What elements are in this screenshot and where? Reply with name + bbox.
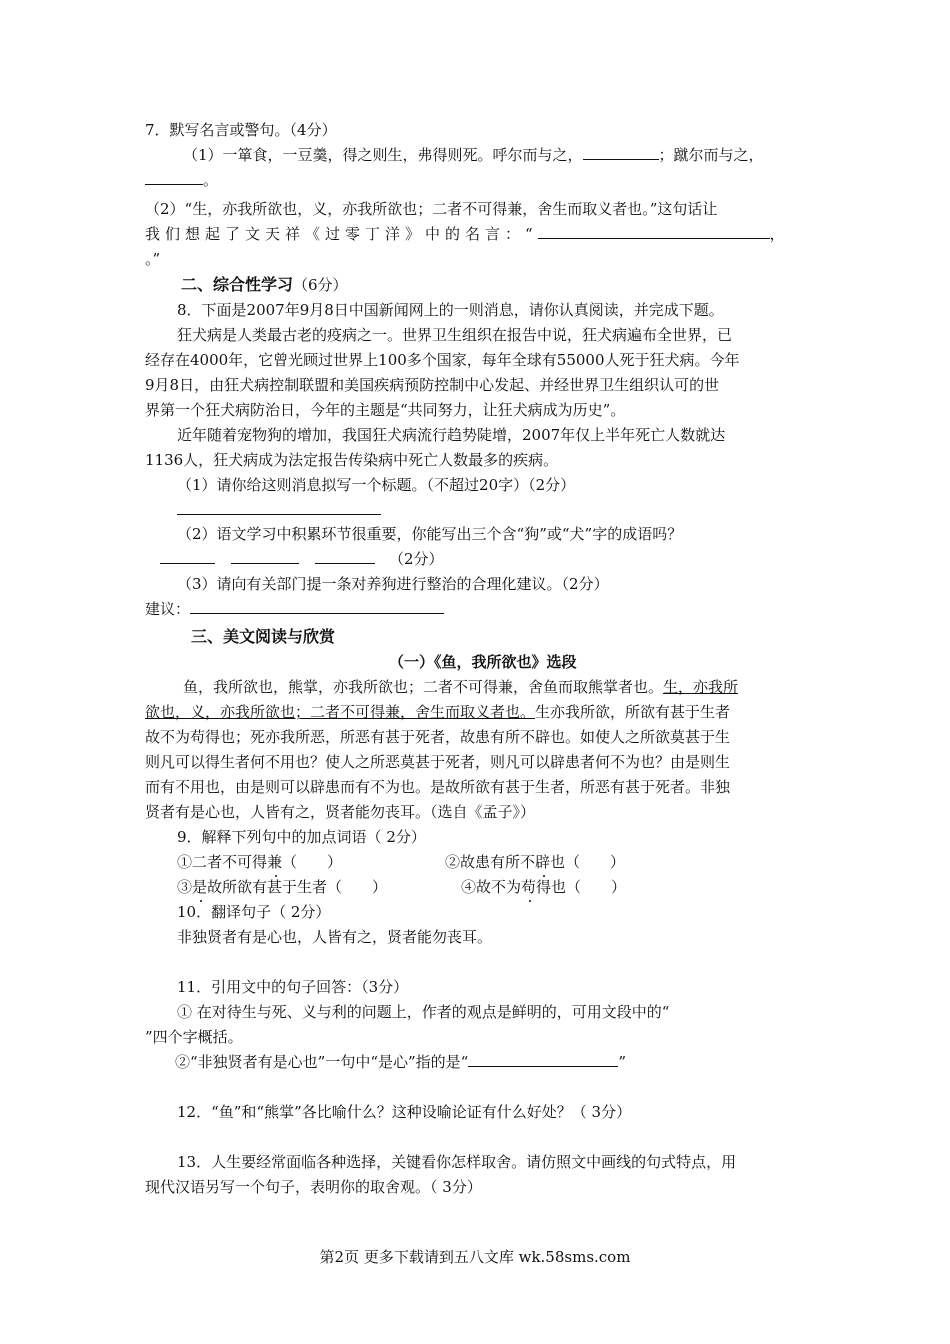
q7-title: 7．默写名言或警句。（4分） xyxy=(145,121,337,139)
q7-line4: 我们想起了文天祥《过零丁洋》中的名言：“ ， xyxy=(145,225,785,243)
news-line: 近年随着宠物狗的增加，我国狂犬病流行趋势陡增，2007年仅上半年死亡人数就达 xyxy=(177,426,726,444)
news-line: 1136人，狂犬病成为法定报告传染病中死亡人数最多的疾病。 xyxy=(145,451,559,469)
q10-prompt: 10．翻译句子（ 2分） xyxy=(177,903,331,921)
q11-a: ① 在对待生与死、义与利的问题上，作者的观点是鲜明的，可用文段中的“ xyxy=(177,1003,670,1021)
q11-prompt: 11．引用文中的句子回答：（3分） xyxy=(177,978,409,996)
news-line: 界第一个狂犬病防治日，今年的主题是“共同努力，让狂犬病成为历史”。 xyxy=(145,401,626,419)
q9-prompt: 9．解释下列句中的加点词语（ 2分） xyxy=(177,828,426,846)
answer-blank[interactable] xyxy=(145,169,203,185)
answer-blank[interactable] xyxy=(468,1051,618,1067)
q8-sub3-answer: 建议： xyxy=(145,597,815,622)
passage-line: 故不为苟得也；死亦我所恶，所恶有甚于死者，故患有所不辟也。如使人之所欲莫甚于生 xyxy=(145,728,731,746)
q13-prompt: 13．人生要经常面临各种选择，关键看你怎样取舍。请仿照文中画线的句式特点，用 xyxy=(177,1153,737,1171)
passage-line: 贤者有是心也，人皆有之，贤者能勿丧耳。（选自《孟子》） xyxy=(145,803,536,821)
q8-sub2-answers: （2分） xyxy=(145,547,815,572)
section3-heading: 三、美文阅读与欣赏 xyxy=(191,627,336,646)
passage-title: （一）《鱼，我所欲也》选段 xyxy=(389,653,577,671)
q13-prompt-cont: 现代汉语另写一个句子，表明你的取舍观。（ 3分） xyxy=(145,1178,482,1196)
q11-a-cont: ”四个字概括。 xyxy=(145,1028,243,1046)
q8-sub1: （1）请你给这则消息拟写一个标题。（不超过20字）（2分） xyxy=(177,476,576,494)
answer-blank[interactable] xyxy=(315,548,375,564)
q7-line5: 。” xyxy=(145,250,161,268)
q7-line2: 。 xyxy=(145,168,815,193)
news-line: 9月8日，由狂犬病控制联盟和美国疾病预防控制中心发起、并经世界卫生组织认可的世 xyxy=(145,376,720,394)
q8-sub2: （2）语文学习中积累环节很重要，你能写出三个含“狗”或“犬”字的成语吗？ xyxy=(177,525,683,543)
q9-row1: ①二者不可得兼（ ） ②故患有所不辟也（ ） xyxy=(177,853,626,871)
answer-blank[interactable] xyxy=(231,548,299,564)
section2-heading: 二、综合性学习（6分） xyxy=(181,275,348,294)
q12-prompt: 12．“鱼”和“熊掌”各比喻什么？这种设喻论证有什么好处？（ 3分） xyxy=(177,1103,632,1121)
q9-row2: ③是故所欲有甚于生者（ ） ④故不为苟得也（ ） xyxy=(177,878,627,896)
q7-line1: （1）一箪食，一豆羹，得之则生，弗得则死。呼尔而与之， ；蹴尔而与之， xyxy=(183,146,764,164)
answer-blank[interactable] xyxy=(177,499,381,515)
answer-blank[interactable] xyxy=(160,548,215,564)
q10-sentence: 非独贤者有是心也，人皆有之，贤者能勿丧耳。 xyxy=(177,928,493,946)
answer-blank[interactable] xyxy=(538,223,770,239)
q8-sub1-answer-line xyxy=(145,498,815,522)
news-line: 狂犬病是人类最古老的疫病之一。世界卫生组织在报告中说，狂犬病遍布全世界，已 xyxy=(177,326,733,344)
answer-blank[interactable] xyxy=(190,598,444,614)
document-page xyxy=(145,118,815,1200)
passage-line: 欲也，义，亦我所欲也；二者不可得兼，舍生而取义者也。生亦我所欲，所欲有甚于生者 xyxy=(145,703,731,721)
news-line: 经存在4000年，它曾光顾过世界上100多个国家，每年全球有55000人死于狂犬病。今年 xyxy=(145,351,740,369)
q11-b: ②“非独贤者有是心也”一句中“是心”指的是“ ” xyxy=(175,1053,627,1071)
q8-sub3: （3）请向有关部门提一条对养狗进行整治的合理化建议。（2分） xyxy=(177,575,609,593)
passage-line: 则凡可以得生者何不用也？使人之所恶莫甚于死者，则凡可以辟患者何不为也？由是则生 xyxy=(145,753,731,771)
answer-blank[interactable] xyxy=(583,144,659,160)
q7-line3: （2）“生，亦我所欲也，义，亦我所欲也；二者不可得兼，舍生而取义者也。”这句话让 xyxy=(145,200,718,218)
q8-prompt: 8．下面是2007年9月8日中国新闻网上的一则消息，请你认真阅读，并完成下题。 xyxy=(177,301,724,319)
passage-line: 而有不用也，由是则可以辟患而有不为也。是故所欲有甚于生者，所恶有甚于死者。非独 xyxy=(145,778,731,796)
passage-line: 鱼，我所欲也，熊掌，亦我所欲也；二者不可得兼，舍鱼而取熊掌者也。生，亦我所 xyxy=(183,678,739,696)
page-footer: 第2页 更多下载请到五八文库 wk.58sms.com xyxy=(319,1248,631,1266)
